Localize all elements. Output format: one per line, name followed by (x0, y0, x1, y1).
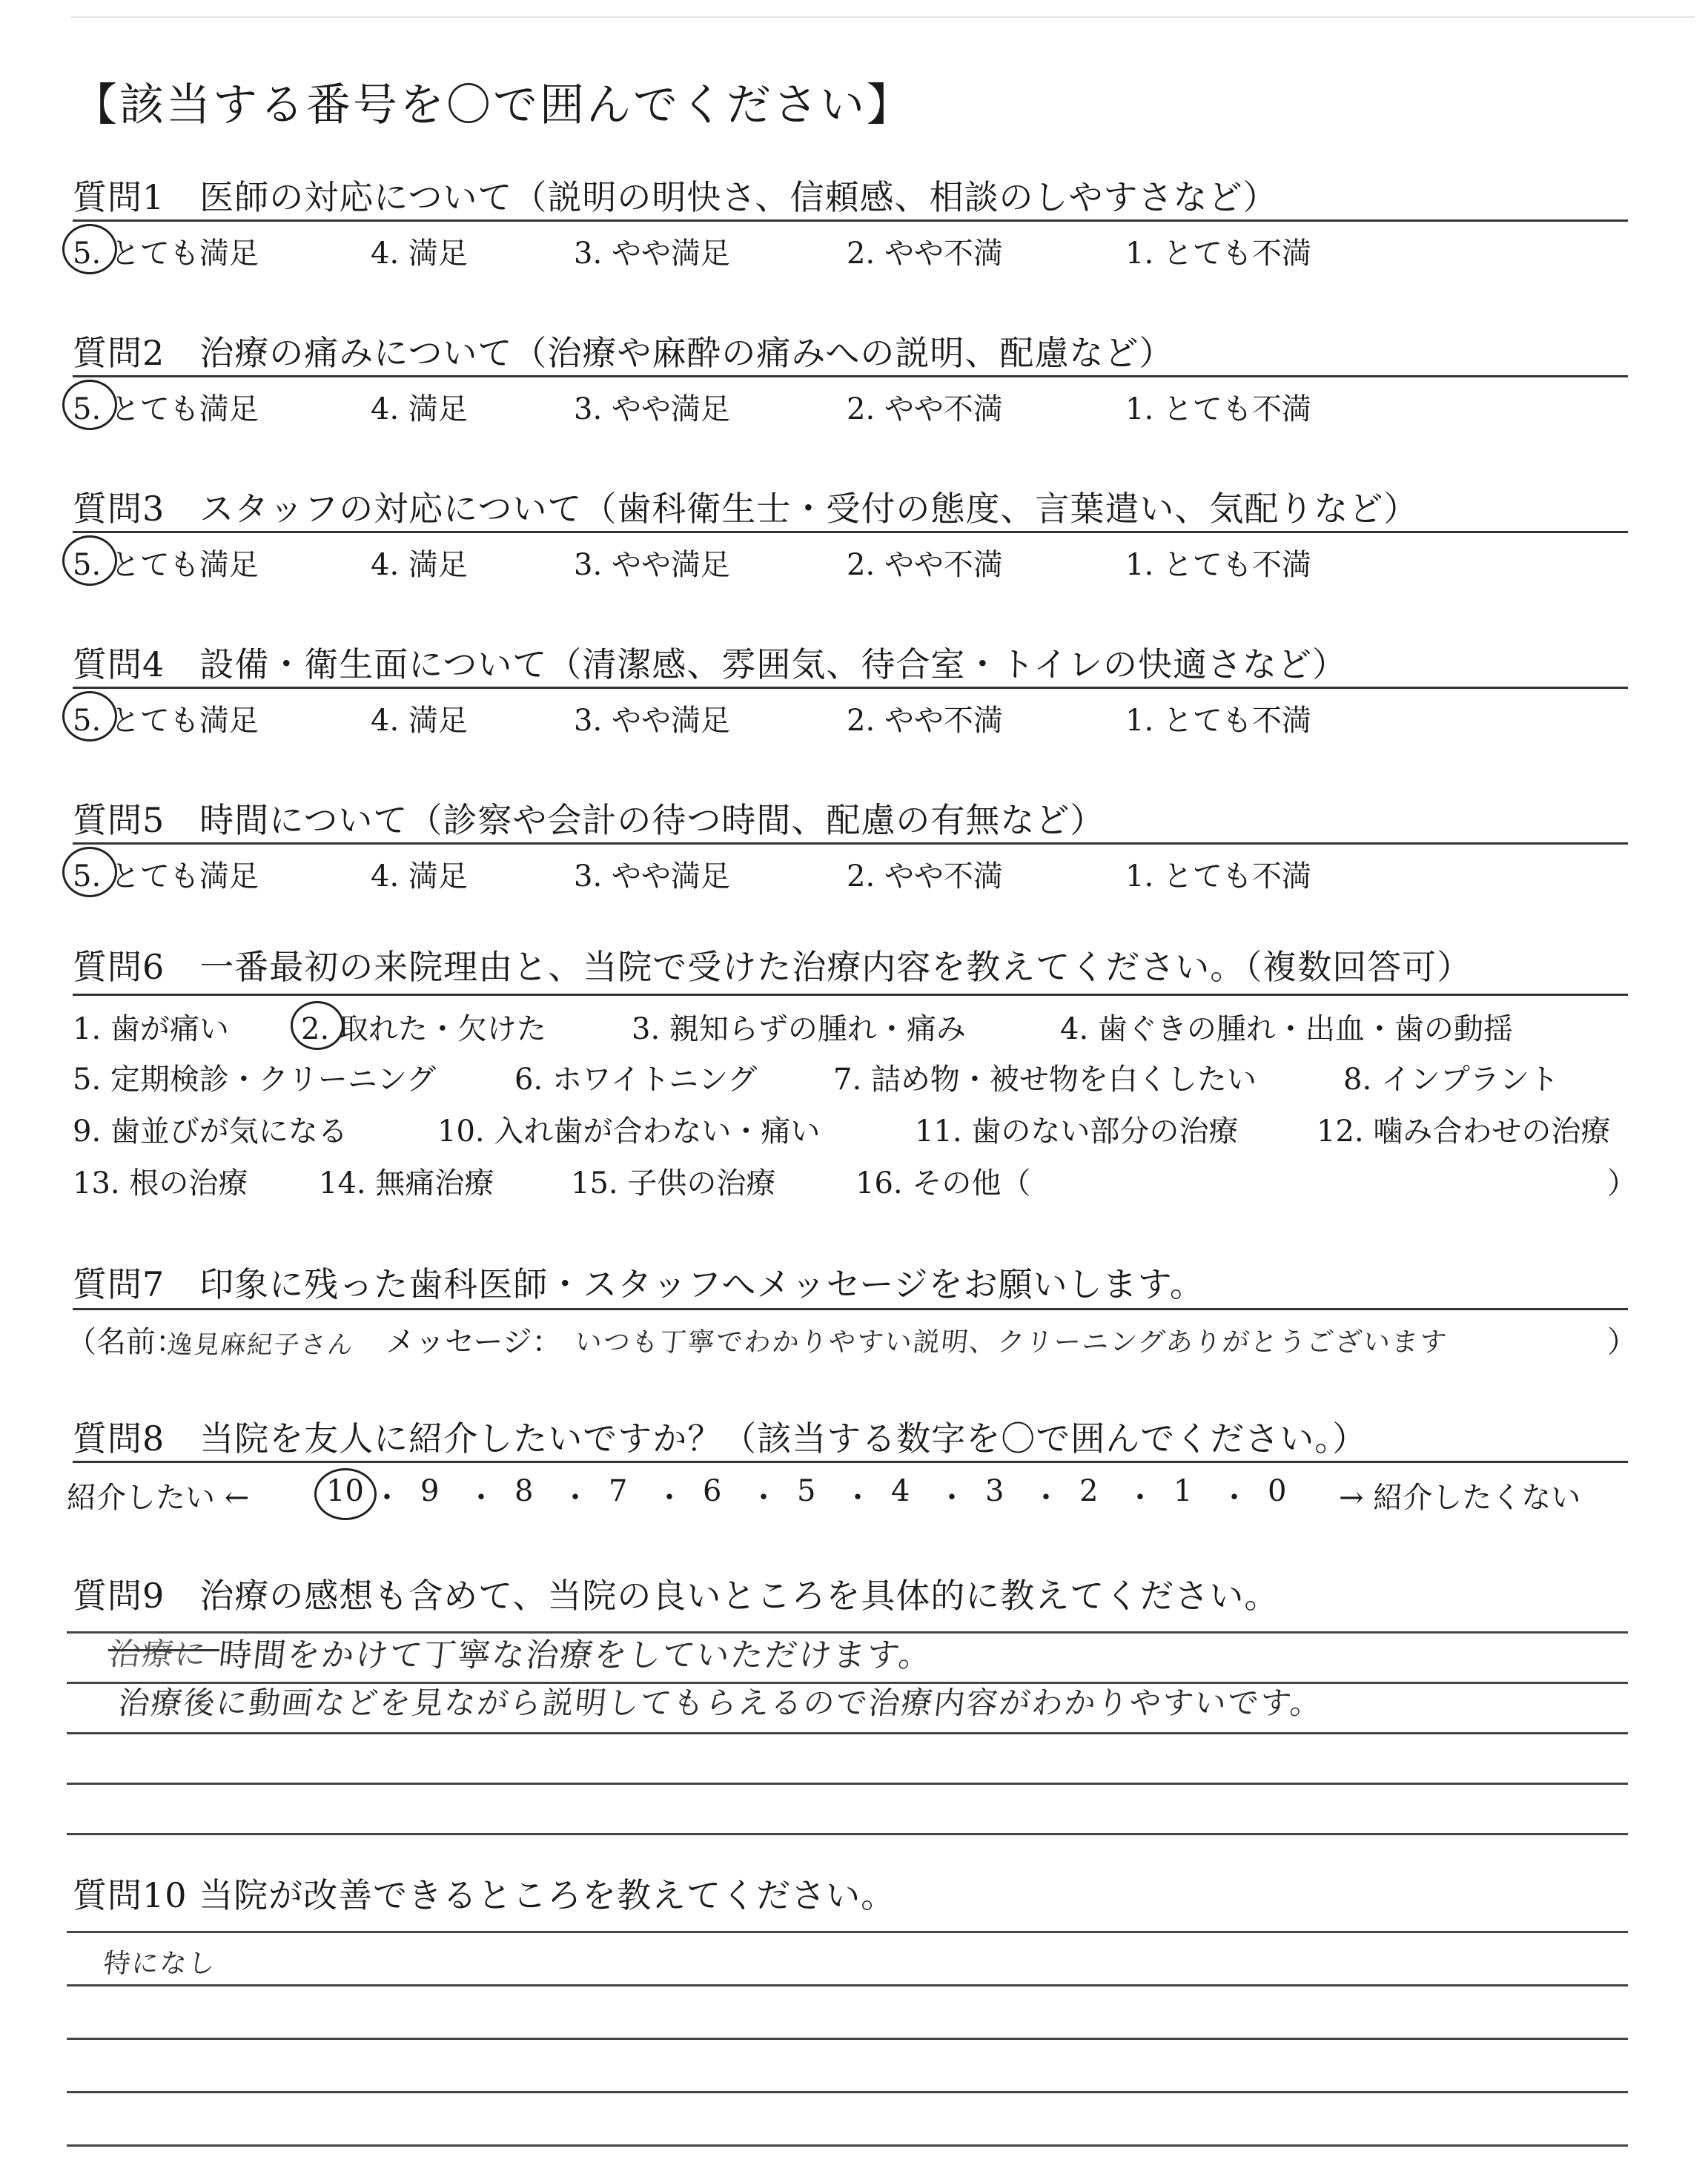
q8-scale-4[interactable]: 4 (891, 1474, 910, 1508)
question-7-rule (73, 1308, 1628, 1310)
question-2-rule (73, 375, 1628, 377)
q8-right-label: → 紹介したくない (1339, 1481, 1581, 1515)
q8-scale-6[interactable]: 6 (703, 1474, 722, 1508)
q4-option-5[interactable]: 5. とても満足 (73, 704, 259, 738)
q1-option-2[interactable]: 2. やや不満 (847, 237, 1003, 271)
q7-message-value[interactable]: いつも丁寧でわかりやすい説明、クリーニングありがとうございます (573, 1327, 1450, 1358)
q6-other-close: ） (1607, 1166, 1637, 1200)
question-4-text: 質問4 設備・衛生面について（清潔感、雰囲気、待合室・トイレの快適さなど） (73, 644, 1348, 684)
q2-option-5[interactable]: 5. とても満足 (73, 392, 259, 426)
q5-option-2[interactable]: 2. やや不満 (847, 859, 1003, 894)
q6-option-5[interactable]: 5. 定期検診・クリーニング (73, 1063, 437, 1097)
question-3-text: 質問3 スタッフの対応について（歯科衛生士・受付の態度、言葉遣い、気配りなど） (73, 489, 1419, 529)
q10-line-5 (67, 2144, 1628, 2147)
question-4-rule (73, 687, 1628, 689)
question-1-rule (73, 219, 1628, 222)
q9-line-5 (67, 1833, 1628, 1835)
q10-line-3 (67, 2038, 1628, 2040)
q6-option-2[interactable]: 2. 取れた・欠けた (301, 1012, 546, 1046)
q3-option-5[interactable]: 5. とても満足 (73, 548, 259, 582)
q7-message-label: メッセージ： (385, 1325, 562, 1359)
q9-answer-line-1[interactable]: 時間をかけて丁寧な治療をしていただけます。 (216, 1636, 935, 1674)
q6-option-12[interactable]: 12. 噛み合わせの治療 (1317, 1114, 1611, 1149)
q2-option-3[interactable]: 3. やや満足 (574, 392, 730, 426)
q8-scale-9[interactable]: 9 (420, 1474, 440, 1508)
q7-name-label: （名前： (67, 1325, 185, 1359)
q8-scale-separator: ・ (655, 1481, 684, 1515)
q8-scale-1[interactable]: 1 (1174, 1474, 1193, 1508)
q6-option-13[interactable]: 13. 根の治療 (73, 1166, 248, 1200)
q10-line-2 (67, 1984, 1628, 1986)
question-8-rule (73, 1461, 1628, 1463)
q8-scale-10[interactable]: 10 (326, 1474, 364, 1508)
page-title: 【該当する番号を〇で囲んでください】 (73, 79, 913, 131)
question-5-rule (73, 842, 1628, 845)
q8-scale-0[interactable]: 0 (1268, 1474, 1287, 1508)
q6-option-3[interactable]: 3. 親知らずの腫れ・痛み (632, 1012, 966, 1046)
q1-option-3[interactable]: 3. やや満足 (574, 237, 730, 271)
q3-selected-circle (62, 535, 117, 586)
q4-option-3[interactable]: 3. やや満足 (574, 704, 730, 738)
question-1-text: 質問1 医師の対応について（説明の明快さ、信頼感、相談のしやすさなど） (73, 177, 1278, 217)
q8-scale-8[interactable]: 8 (514, 1474, 534, 1508)
q2-option-2[interactable]: 2. やや不満 (847, 392, 1003, 426)
q9-line-4 (67, 1783, 1628, 1785)
q8-scale-separator: ・ (749, 1481, 778, 1515)
q8-scale-separator: ・ (560, 1481, 590, 1515)
q8-scale-separator: ・ (1125, 1481, 1155, 1515)
q9-struck-text: 治療に (107, 1636, 210, 1672)
q8-scale-2[interactable]: 2 (1079, 1474, 1099, 1508)
scan-edge (71, 16, 1695, 18)
q6-option-1[interactable]: 1. 歯が痛い (73, 1012, 229, 1046)
question-6-rule (73, 994, 1628, 996)
q3-option-3[interactable]: 3. やや満足 (574, 548, 730, 582)
q6-option-6[interactable]: 6. ホワイトニング (514, 1063, 758, 1097)
q4-selected-circle (62, 691, 117, 742)
q6-option-9[interactable]: 9. 歯並びが気になる (73, 1114, 348, 1149)
q9-answer-line-2[interactable]: 治療後に動画などを見ながら説明してもらえるので治療内容がわかりやすいです。 (116, 1685, 1325, 1721)
q2-option-1[interactable]: 1. とても不満 (1125, 392, 1311, 426)
q7-close: ） (1607, 1325, 1637, 1359)
q1-selected-circle (62, 224, 117, 274)
q4-option-2[interactable]: 2. やや不満 (847, 704, 1003, 738)
q3-option-4[interactable]: 4. 満足 (371, 548, 468, 582)
q2-option-4[interactable]: 4. 満足 (371, 392, 468, 426)
q8-scale-separator: ・ (1219, 1481, 1249, 1515)
q5-option-4[interactable]: 4. 満足 (371, 859, 468, 894)
q9-strike-mark (108, 1649, 219, 1651)
q6-option-10[interactable]: 10. 入れ歯が合わない・痛い (437, 1114, 821, 1149)
q9-line-3 (67, 1732, 1628, 1734)
q1-option-4[interactable]: 4. 満足 (371, 237, 468, 271)
q4-option-4[interactable]: 4. 満足 (371, 704, 468, 738)
q5-option-3[interactable]: 3. やや満足 (574, 859, 730, 894)
q8-scale-separator: ・ (466, 1481, 496, 1515)
q5-option-5[interactable]: 5. とても満足 (73, 859, 259, 894)
q3-option-1[interactable]: 1. とても不満 (1125, 548, 1311, 582)
q8-selected-circle (314, 1468, 377, 1520)
question-9-text: 質問9 治療の感想も含めて、当院の良いところを具体的に教えてください。 (73, 1576, 1280, 1616)
question-2-text: 質問2 治療の痛みについて（治療や麻酔の痛みへの説明、配慮など） (73, 333, 1174, 373)
q8-scale-5[interactable]: 5 (797, 1474, 816, 1508)
q5-option-1[interactable]: 1. とても不満 (1125, 859, 1311, 894)
q6-option-11[interactable]: 11. 歯のない部分の治療 (915, 1114, 1239, 1149)
q8-left-label: 紹介したい ← (67, 1481, 250, 1515)
question-10-text: 質問10 当院が改善できるところを教えてください。 (73, 1875, 896, 1915)
q10-line-1 (67, 1931, 1628, 1933)
q6-option-14[interactable]: 14. 無痛治療 (319, 1166, 494, 1200)
q1-option-1[interactable]: 1. とても不満 (1125, 237, 1311, 271)
q8-scale-separator: ・ (937, 1481, 967, 1515)
q7-name-value[interactable]: 逸見麻紀子さん (165, 1330, 356, 1360)
q3-option-2[interactable]: 2. やや不満 (847, 548, 1003, 582)
q6-option-8[interactable]: 8. インプラント (1343, 1063, 1559, 1097)
q8-scale-7[interactable]: 7 (609, 1474, 628, 1508)
q8-scale-separator: ・ (372, 1481, 402, 1515)
q6-option-2-circle (291, 1001, 344, 1050)
question-7-text: 質問7 印象に残った歯科医師・スタッフへメッセージをお願いします。 (73, 1264, 1205, 1304)
question-5-text: 質問5 時間について（診察や会計の待つ時間、配慮の有無など） (73, 800, 1105, 840)
q6-option-15[interactable]: 15. 子供の治療 (571, 1166, 776, 1200)
q6-option-4[interactable]: 4. 歯ぐきの腫れ・出血・歯の動揺 (1060, 1012, 1513, 1046)
q8-scale-separator: ・ (1031, 1481, 1061, 1515)
q6-option-16[interactable]: 16. その他（ (855, 1166, 1031, 1200)
question-3-rule (73, 531, 1628, 533)
q8-scale-3[interactable]: 3 (985, 1474, 1004, 1508)
question-6-text: 質問6 一番最初の来院理由と、当院で受けた治療内容を教えてください。（複数回答可） (73, 947, 1472, 987)
q4-option-1[interactable]: 1. とても不満 (1125, 704, 1311, 738)
q10-line-4 (67, 2091, 1628, 2093)
q10-answer[interactable]: 特になし (102, 1949, 218, 1979)
q2-selected-circle (62, 380, 117, 430)
question-8-text: 質問8 当院を友人に紹介したいですか？（該当する数字を〇で囲んでください。） (73, 1418, 1368, 1459)
q5-selected-circle (62, 847, 117, 897)
q1-option-5[interactable]: 5. とても満足 (73, 237, 259, 271)
q6-option-7[interactable]: 7. 詰め物・被せ物を白くしたい (833, 1063, 1257, 1097)
q8-scale-separator: ・ (843, 1481, 873, 1515)
